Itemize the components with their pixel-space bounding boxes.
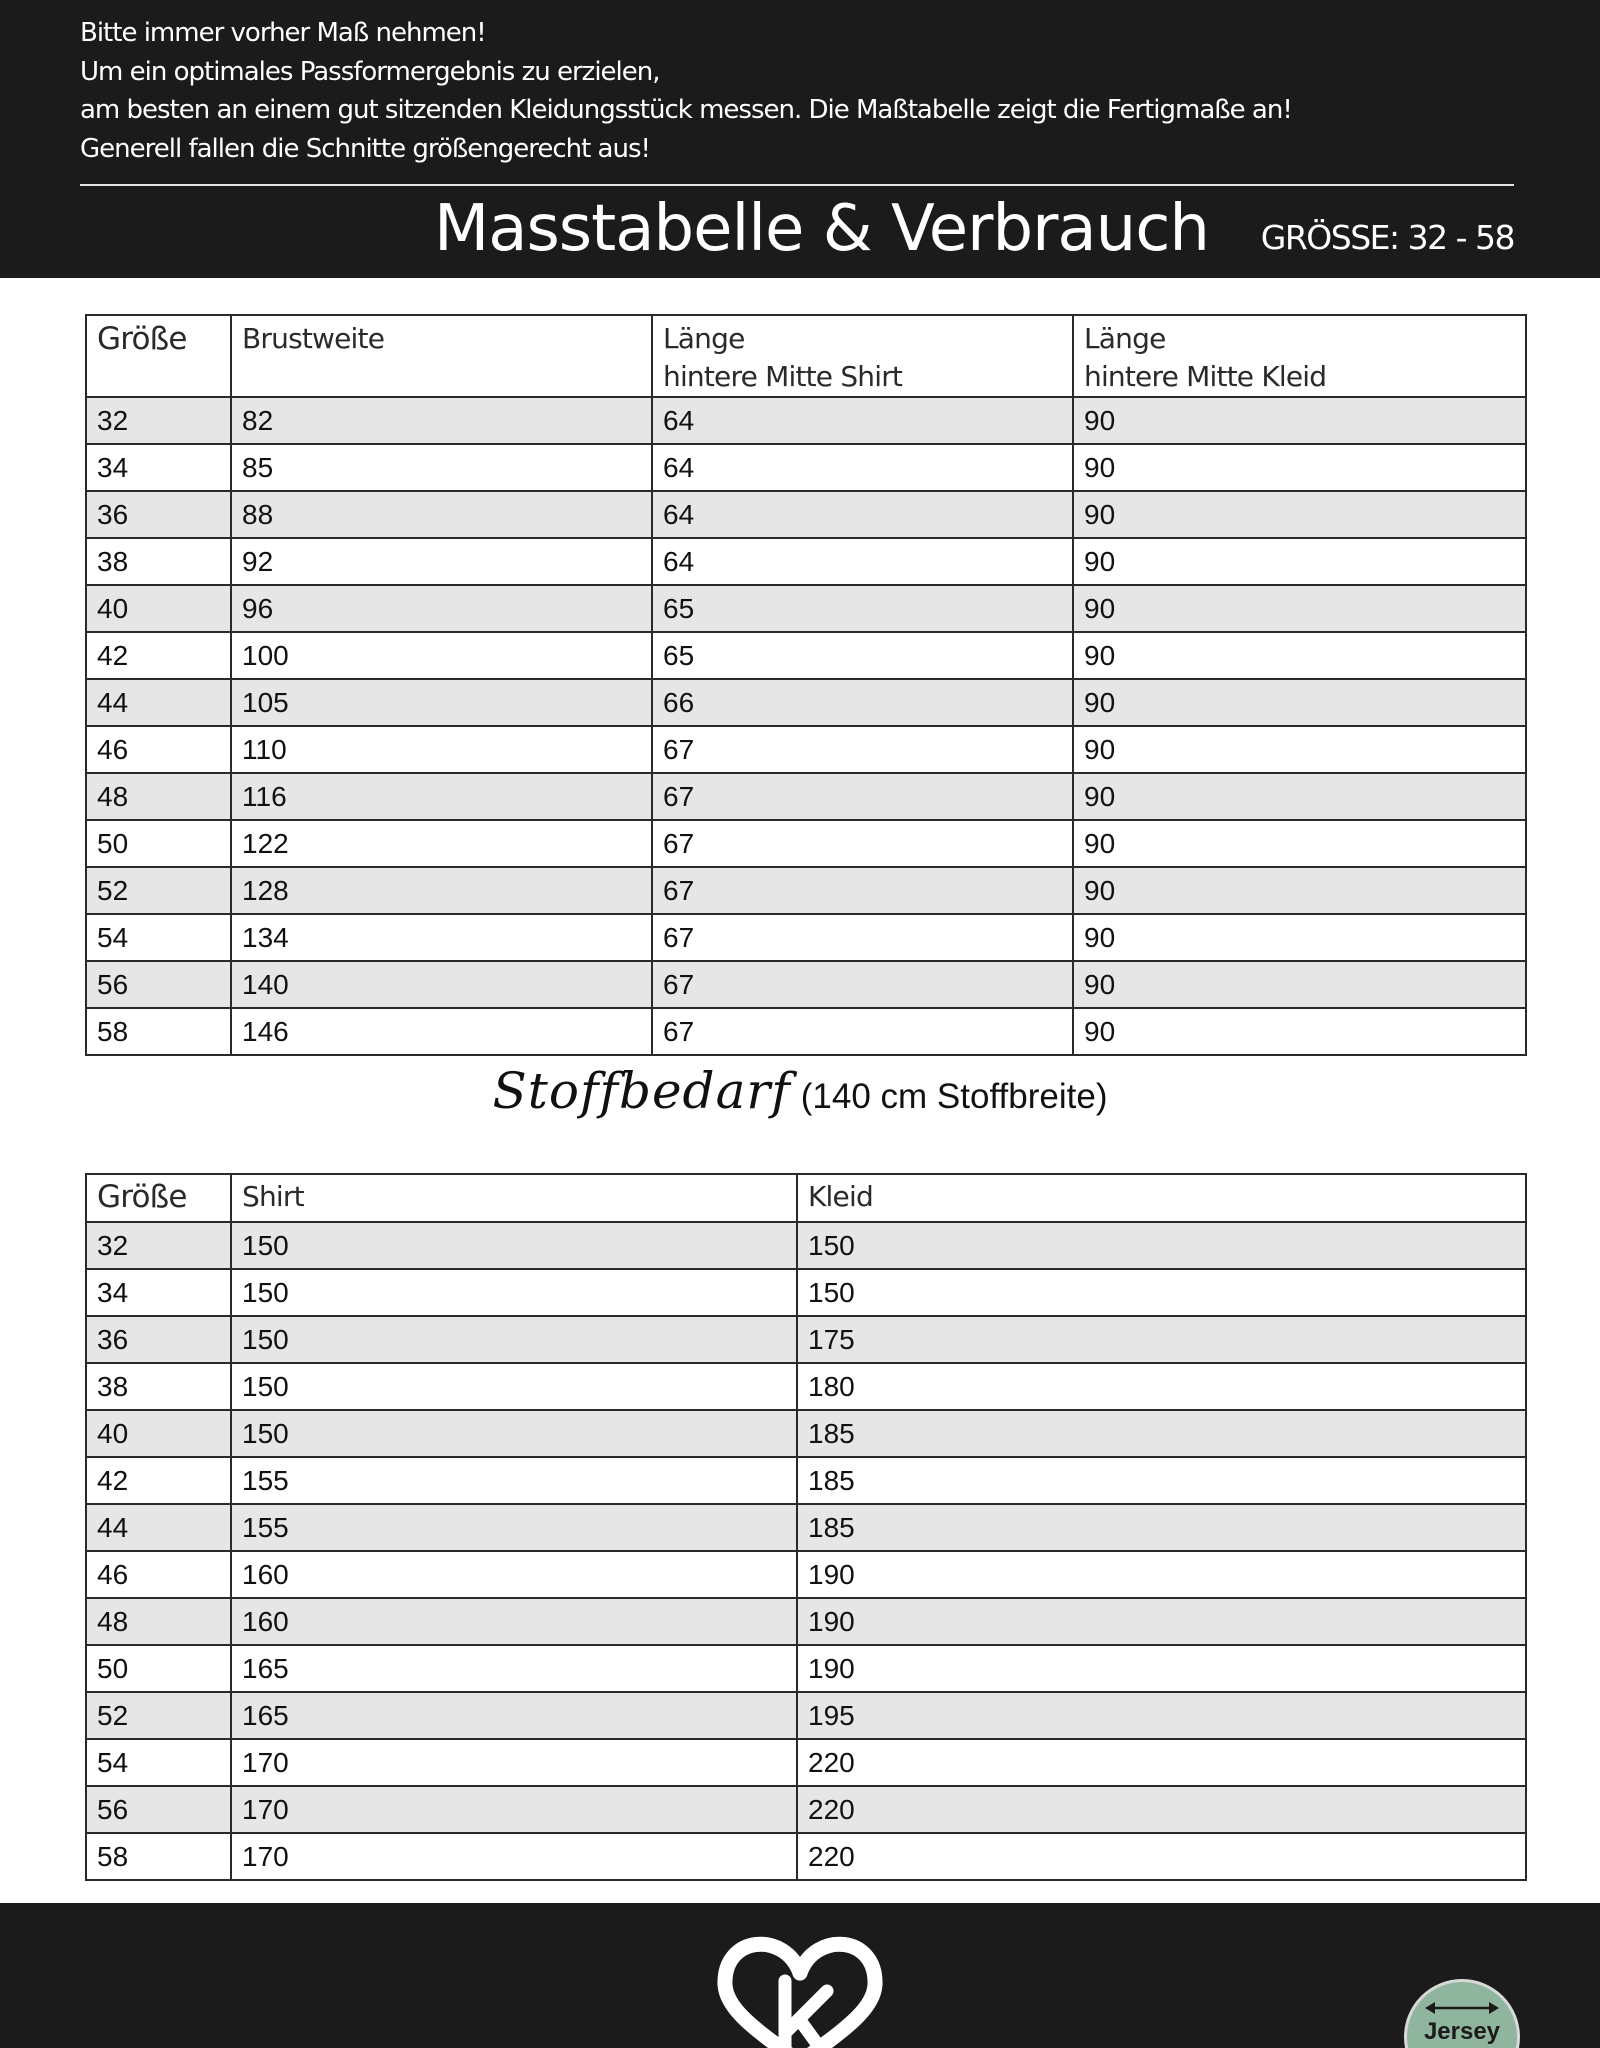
table-cell: 67 (652, 773, 1073, 820)
table-cell: 134 (231, 914, 652, 961)
table-cell: 56 (86, 1786, 231, 1833)
table-cell: 90 (1073, 1008, 1526, 1055)
table-cell: 44 (86, 679, 231, 726)
table-cell: 116 (231, 773, 652, 820)
table-cell: 46 (86, 1551, 231, 1598)
header-banner (0, 0, 1600, 278)
table-cell: 220 (797, 1739, 1526, 1786)
measure-table-row (86, 491, 1526, 538)
measure-table-body (86, 397, 1526, 1055)
intro-line: Bitte immer vorher Maß nehmen! (80, 18, 486, 48)
table-cell: 52 (86, 867, 231, 914)
table-cell: 40 (86, 585, 231, 632)
fabric-table-body (86, 1222, 1526, 1880)
measure-header-dress-length (1073, 315, 1526, 397)
fabric-table-row (86, 1504, 1526, 1551)
table-cell: 64 (652, 444, 1073, 491)
table-cell: 64 (652, 397, 1073, 444)
table-cell: 92 (231, 538, 652, 585)
table-cell: 190 (797, 1598, 1526, 1645)
header-text: Brustweite (242, 322, 385, 355)
fabric-table-row (86, 1551, 1526, 1598)
size-range: GRÖSSE: 32 - 58 (1260, 218, 1514, 257)
fabric-table-row (86, 1316, 1526, 1363)
table-cell: 67 (652, 1008, 1073, 1055)
measure-table-row (86, 585, 1526, 632)
table-cell: 90 (1073, 444, 1526, 491)
table-cell: 34 (86, 1269, 231, 1316)
table-cell: 160 (231, 1551, 797, 1598)
fabric-header-size: Größe (86, 1174, 231, 1222)
header-text: Größe (97, 321, 187, 357)
table-cell: 165 (231, 1645, 797, 1692)
header-text: Länge (663, 322, 745, 355)
table-cell: 85 (231, 444, 652, 491)
table-cell: 90 (1073, 726, 1526, 773)
table-cell: 64 (652, 491, 1073, 538)
table-cell: 160 (231, 1598, 797, 1645)
table-cell: 48 (86, 773, 231, 820)
measure-table-row (86, 961, 1526, 1008)
table-cell: 90 (1073, 632, 1526, 679)
fabric-header-shirt: Shirt (231, 1174, 797, 1222)
table-cell: 185 (797, 1504, 1526, 1551)
jersey-badge-label: Jersey (1423, 2018, 1501, 2045)
table-cell: 54 (86, 914, 231, 961)
table-cell: 50 (86, 820, 231, 867)
measure-table-row (86, 726, 1526, 773)
table-cell: 185 (797, 1410, 1526, 1457)
table-cell: 56 (86, 961, 231, 1008)
measure-table-row (86, 679, 1526, 726)
table-cell: 38 (86, 1363, 231, 1410)
fabric-table (85, 1173, 1527, 1881)
intro-text (80, 14, 1292, 168)
fabric-heading-script: Stoffbedarf (492, 1062, 791, 1120)
table-cell: 170 (231, 1786, 797, 1833)
table-cell: 185 (797, 1457, 1526, 1504)
measure-table-row (86, 1008, 1526, 1055)
table-cell: 90 (1073, 820, 1526, 867)
table-cell: 46 (86, 726, 231, 773)
measure-table-row (86, 444, 1526, 491)
table-cell: 190 (797, 1645, 1526, 1692)
table-cell: 34 (86, 444, 231, 491)
table-cell: 96 (231, 585, 652, 632)
fabric-table-row (86, 1833, 1526, 1880)
table-cell: 150 (231, 1316, 797, 1363)
footer-banner (0, 1903, 1600, 2048)
measure-table-row (86, 397, 1526, 444)
table-cell: 52 (86, 1692, 231, 1739)
table-cell: 155 (231, 1457, 797, 1504)
fabric-table-row (86, 1598, 1526, 1645)
table-cell: 67 (652, 726, 1073, 773)
table-cell: 42 (86, 632, 231, 679)
table-cell: 90 (1073, 538, 1526, 585)
table-cell: 90 (1073, 397, 1526, 444)
table-cell: 44 (86, 1504, 231, 1551)
table-cell: 90 (1073, 585, 1526, 632)
header-subtext: hintere Mitte Kleid (1084, 360, 1327, 393)
measure-header-shirt-length (652, 315, 1073, 397)
table-cell: 65 (652, 585, 1073, 632)
table-cell: 90 (1073, 961, 1526, 1008)
table-cell: 105 (231, 679, 652, 726)
table-cell: 82 (231, 397, 652, 444)
table-cell: 180 (797, 1363, 1526, 1410)
table-cell: 38 (86, 538, 231, 585)
table-cell: 58 (86, 1008, 231, 1055)
table-cell: 90 (1073, 491, 1526, 538)
table-cell: 170 (231, 1833, 797, 1880)
measure-table-header-row (86, 315, 1526, 397)
measure-table-row (86, 632, 1526, 679)
measure-table-row (86, 914, 1526, 961)
measure-header-size (86, 315, 231, 397)
fabric-heading-note: (140 cm Stoffbreite) (800, 1077, 1108, 1116)
measure-table-row (86, 773, 1526, 820)
table-cell: 48 (86, 1598, 231, 1645)
fabric-table-row (86, 1269, 1526, 1316)
table-cell: 150 (797, 1222, 1526, 1269)
table-cell: 65 (652, 632, 1073, 679)
double-arrow-icon (1425, 2000, 1499, 2016)
measure-table-row (86, 538, 1526, 585)
table-cell: 32 (86, 397, 231, 444)
intro-line: am besten an einem gut sitzenden Kleidungsstück messen. Die Maßtabelle zeigt die Fertigmaße an! (80, 95, 1292, 125)
intro-line: Generell fallen die Schnitte größengerecht aus! (80, 133, 650, 164)
table-cell: 50 (86, 1645, 231, 1692)
table-cell: 122 (231, 820, 652, 867)
table-cell: 88 (231, 491, 652, 538)
table-cell: 146 (231, 1008, 652, 1055)
page-title: Masstabelle & Verbrauch (434, 192, 1209, 266)
measure-table-row (86, 867, 1526, 914)
table-cell: 67 (652, 961, 1073, 1008)
table-cell: 140 (231, 961, 652, 1008)
table-cell: 58 (86, 1833, 231, 1880)
table-cell: 54 (86, 1739, 231, 1786)
header-text: Länge (1084, 322, 1166, 355)
measure-table-row (86, 820, 1526, 867)
table-cell: 90 (1073, 773, 1526, 820)
table-cell: 150 (231, 1410, 797, 1457)
fabric-table-header-row (86, 1174, 1526, 1222)
intro-line: Um ein optimales Passformergebnis zu erzielen, (80, 56, 660, 87)
table-cell: 40 (86, 1410, 231, 1457)
table-cell: 170 (231, 1739, 797, 1786)
fabric-table-row (86, 1645, 1526, 1692)
header-subtext: hintere Mitte Shirt (663, 360, 903, 393)
table-cell: 42 (86, 1457, 231, 1504)
table-cell: 175 (797, 1316, 1526, 1363)
table-cell: 32 (86, 1222, 231, 1269)
table-cell: 220 (797, 1833, 1526, 1880)
table-cell: 90 (1073, 679, 1526, 726)
table-cell: 67 (652, 867, 1073, 914)
table-cell: 128 (231, 867, 652, 914)
fabric-table-row (86, 1222, 1526, 1269)
table-cell: 220 (797, 1786, 1526, 1833)
fabric-heading (0, 1062, 1600, 1120)
table-cell: 90 (1073, 867, 1526, 914)
fabric-table-row (86, 1739, 1526, 1786)
table-cell: 67 (652, 914, 1073, 961)
table-cell: 150 (231, 1222, 797, 1269)
table-cell: 36 (86, 1316, 231, 1363)
table-cell: 67 (652, 820, 1073, 867)
table-cell: 190 (797, 1551, 1526, 1598)
fabric-header-dress: Kleid (797, 1174, 1526, 1222)
table-cell: 64 (652, 538, 1073, 585)
measure-header-bust (231, 315, 652, 397)
table-cell: 195 (797, 1692, 1526, 1739)
table-cell: 90 (1073, 914, 1526, 961)
fabric-table-row (86, 1692, 1526, 1739)
table-cell: 155 (231, 1504, 797, 1551)
fabric-table-row (86, 1786, 1526, 1833)
table-cell: 110 (231, 726, 652, 773)
table-cell: 150 (797, 1269, 1526, 1316)
fabric-table-row (86, 1457, 1526, 1504)
fabric-table-row (86, 1363, 1526, 1410)
measure-table (85, 314, 1527, 1056)
table-cell: 66 (652, 679, 1073, 726)
table-cell: 36 (86, 491, 231, 538)
table-cell: 100 (231, 632, 652, 679)
table-cell: 165 (231, 1692, 797, 1739)
fabric-table-row (86, 1410, 1526, 1457)
heart-k-logo-icon (715, 1933, 885, 2048)
table-cell: 150 (231, 1269, 797, 1316)
table-cell: 150 (231, 1363, 797, 1410)
header-divider (80, 184, 1514, 186)
